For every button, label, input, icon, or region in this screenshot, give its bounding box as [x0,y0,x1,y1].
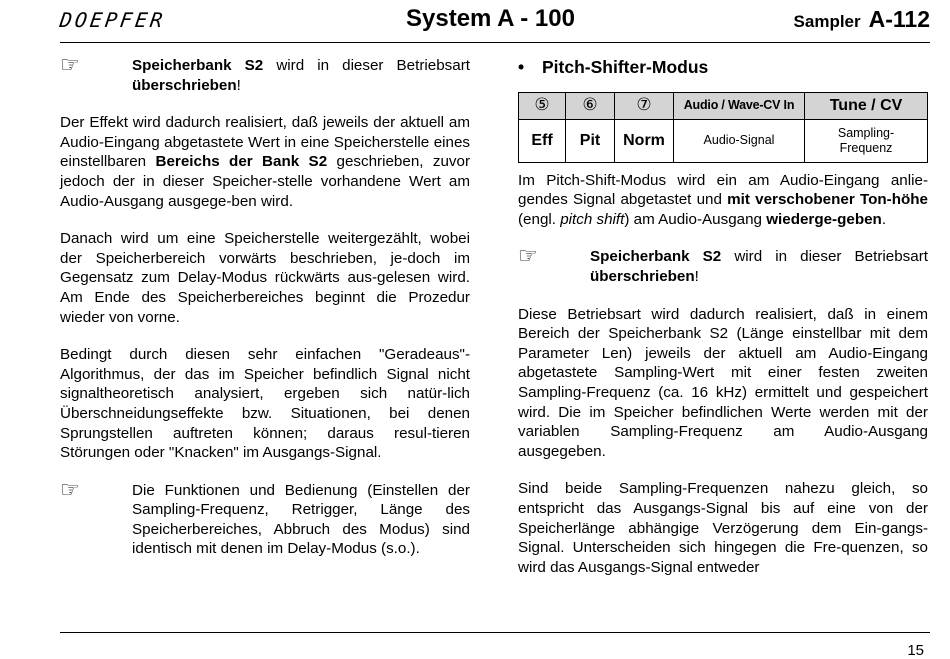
page-number: 15 [907,642,924,659]
bullet-icon: • [518,57,525,77]
header-cell: ⑦ [615,92,674,119]
heading-text: Pitch-Shifter-Modus [542,57,709,77]
paragraph-algorithm: Bedingt durch diesen sehr einfachen "Geradeaus"-Algorithmus, der das im Speicher befindlich Signal nicht signaltheoretisch analysiert, ergeben sich natür-lich Überschneidungseffekte bzw. Situationen, bei denen Sprungstellen auftreten können; daraus resul-tieren Störungen oder "Knacken" im Ausgangs-Signal. [60,346,470,462]
cell-eff: Eff [519,119,566,162]
paragraph-counting: Danach wird um eine Speicherstelle weitergezählt, wobei der Speicherbereich vorwärts beschrieben, je-doch im Gegensatz zum Delay-Modus rückwärts aus-gelesen wird. Am Ende des Speicherbereiches beginnt die Prozedur wieder von vorne. [60,230,470,326]
note-text [132,56,470,95]
note-text: Die Funktionen und Bedienung (Einstellen der Sampling-Frequenz, Retrigger, Länge des Speicherbereiches, Abbruch des Modus) sind identisch mit denen im Delay-Modus (s.o.). [132,481,470,558]
cell-pit: Pit [566,119,615,162]
cell-sampling-frequency: Sampling- Frequenz [805,119,928,162]
paragraph-effect [60,113,470,211]
note-span: ! [236,76,241,94]
text-span: . [881,210,887,228]
pointing-hand-icon: ☞ [60,53,80,78]
text-bold: mit verschobener Ton-höhe [727,191,928,209]
header-cell: ⑤ [519,92,566,119]
page-header [60,0,930,43]
note-bold: überschrieben [590,267,695,285]
footer-divider [60,632,930,633]
text-span: ) am Audio-Ausgang [624,210,767,228]
section-code: A-112 [868,6,930,32]
note-text [590,247,928,286]
document-title: System A - 100 [406,5,575,32]
text-span: geschrieben, zuvor jedoch der in dieser Speicher-stelle vorhandene Wert am Audio-Ausgang ausgege-ben wird. [60,153,470,210]
cell-norm: Norm [615,119,674,162]
note-span: wird in dieser Betriebsart [263,57,470,74]
left-column [60,53,470,577]
note-functions [60,477,470,559]
paragraph-pitch-shift [518,171,928,230]
paragraph-realisation: Diese Betriebsart wird dadurch realisiert, daß in einem Bereich der Speicherbank S2 (Länge einstellbar mit dem Parameter Len) jeweils der aktuell am Audio-Eingang abgetastete Sampling-Wert mit einer festen zweiten Sampling-Frequenz (ca. 16 kHz) ermittelt und gespeichert wird. Die im Speicher befindlichen Werte werden mit der variablen Sampling-Frequenz am Audio-Ausgang ausgegeben. [518,305,928,460]
text-span: (engl. [518,210,561,228]
section-label: Sampler [793,12,861,31]
note-bold: Speicherbank S2 [132,57,264,74]
text-bold: wiederge-geben [766,210,882,228]
note-span: ! [694,267,699,285]
note-bold: überschrieben [132,76,237,94]
text-italic: pitch shift [560,210,625,228]
header-cell: Audio / Wave-CV In [674,92,805,119]
paragraph-frequencies: Sind beide Sampling-Frequenzen nahezu gleich, so entspricht das Ausgangs-Signal bis auf eine von der Speicherlänge abhängige Verzögerung dem Ein-gangs-Signal. Unterscheiden sich hingegen die Fre-quenzen, so wird das Ausgangs-Signal entweder [518,480,928,576]
pointing-hand-icon: ☞ [518,244,538,270]
note-bold: Speicherbank S2 [590,248,722,266]
cell-audio-signal: Audio-Signal [674,119,805,162]
pointing-hand-icon: ☞ [60,477,80,503]
section-title [794,6,930,33]
section-heading-pitch-shifter [518,58,928,78]
text-bold: Bereichs der Bank S2 [155,153,328,171]
note-span: wird in dieser Betriebsart [721,248,928,266]
right-column [518,56,928,595]
mode-settings-table [518,92,928,163]
table-row [519,119,928,162]
text-span: Im Pitch-Shift-Modus wird ein am Audio-Eingang anlie-gendes Signal abgetastet und [518,171,928,209]
header-cell: Tune / CV [805,92,928,119]
doepfer-logo: DOEPFER [58,8,167,32]
note-overwrite-bank [60,53,470,95]
text-span: Der Effekt wird dadurch realisiert, daß jeweils der aktuell am Audio-Eingang abgetastete Wert in eine Speicherstelle eines einstellbaren [60,114,470,171]
header-cell: ⑥ [566,92,615,119]
note-overwrite-bank [518,244,928,286]
table-header-row [519,92,928,119]
